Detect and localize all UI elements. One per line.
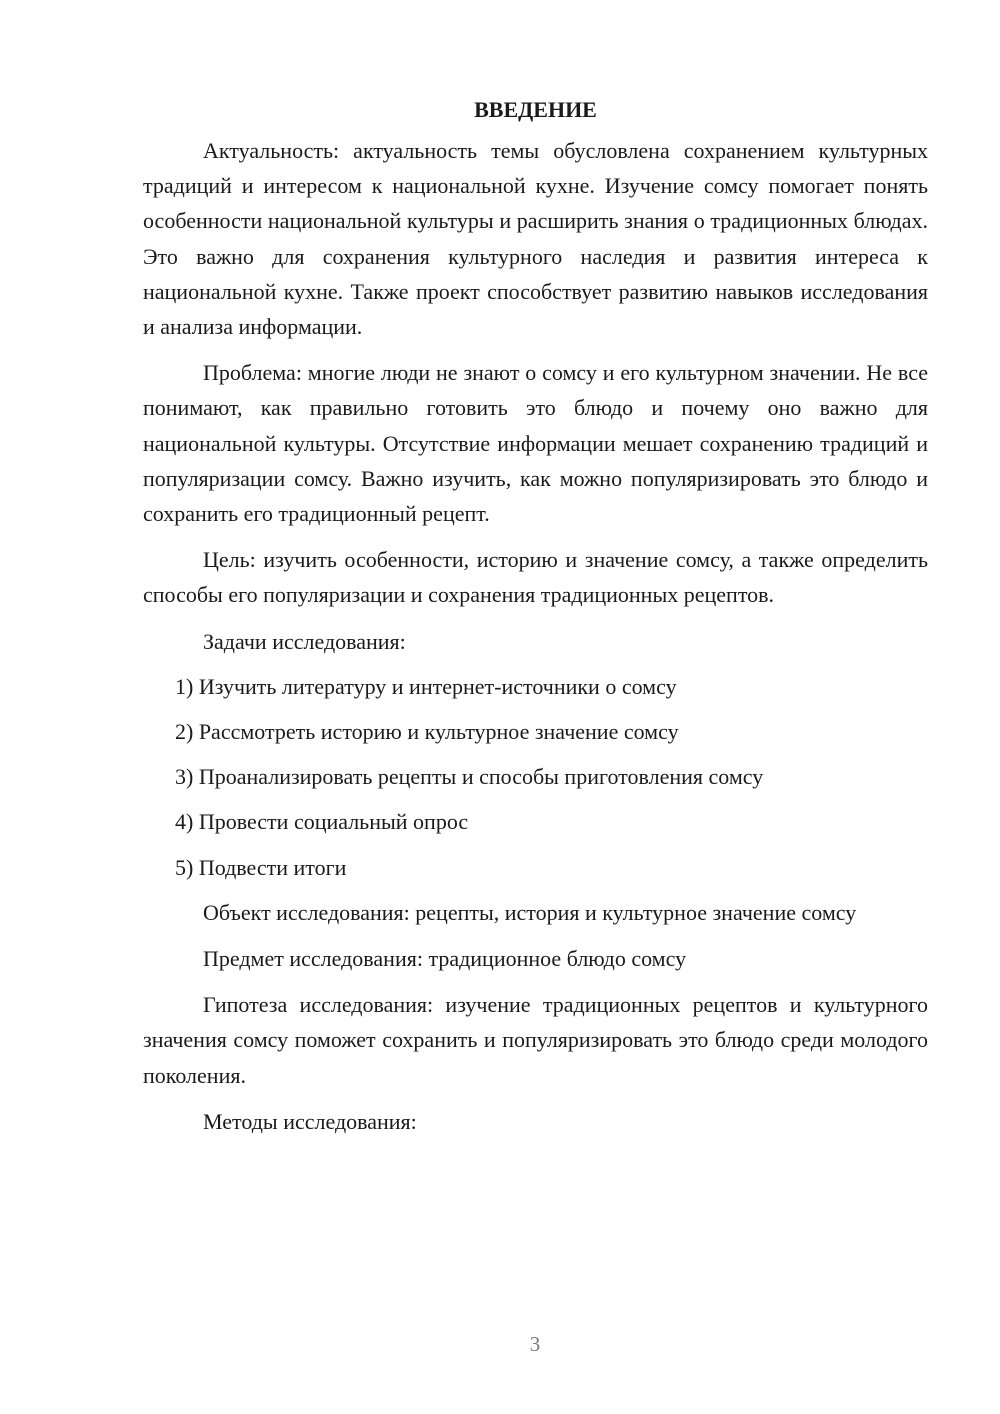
paragraph-methods: Методы исследования: — [203, 1108, 417, 1134]
paragraph-object: Объект исследования: рецепты, история и культурное значение сомсу — [203, 899, 857, 925]
document-page — [143, 92, 928, 1150]
list-item: 5) Подвести итоги — [175, 854, 347, 880]
paragraph-hypothesis: Гипотеза исследования: изучение традиционных рецептов и культурного значения сомсу поможет сохранить и популяризировать это блюдо среди молодого поколения. — [143, 992, 928, 1088]
page-title: ВВЕДЕНИЕ — [474, 97, 597, 122]
tasks-list — [143, 669, 928, 885]
paragraph-goal: Цель: изучить особенности, историю и значение сомсу, а также определить способы его популяризации и сохранения традиционных рецептов. — [143, 547, 928, 608]
paragraph-relevance: Актуальность: актуальность темы обусловлена сохранением культурных традиций и интересом к национальной кухне. Изучение сомсу помогает понять особенности национальной культуры и расширить знания о традиционных блюдах. Это важно для сохранения культурного наследия и развития интереса к национальной кухне. Также проект способствует развитию навыков исследования и анализа информации. — [143, 138, 928, 340]
list-item: 2) Рассмотреть историю и культурное значение сомсу — [175, 719, 679, 745]
page-number: 3 — [529, 1332, 541, 1356]
tasks-heading: Задачи исследования: — [203, 628, 406, 654]
list-item: 4) Провести социальный опрос — [175, 809, 469, 835]
list-item: 1) Изучить литературу и интернет-источники о сомсу — [175, 673, 677, 699]
list-item: 3) Проанализировать рецепты и способы приготовления сомсу — [175, 764, 764, 790]
paragraph-problem: Проблема: многие люди не знают о сомсу и его культурном значении. Не все понимают, как правильно готовить это блюдо и почему оно важно для национальной культуры. Отсутствие информации мешает сохранению традиций и популяризации сомсу. Важно изучить, как можно популяризировать это блюдо и сохранить его традиционный рецепт. — [143, 360, 928, 527]
paragraph-subject: Предмет исследования: традиционное блюдо сомсу — [203, 946, 687, 972]
